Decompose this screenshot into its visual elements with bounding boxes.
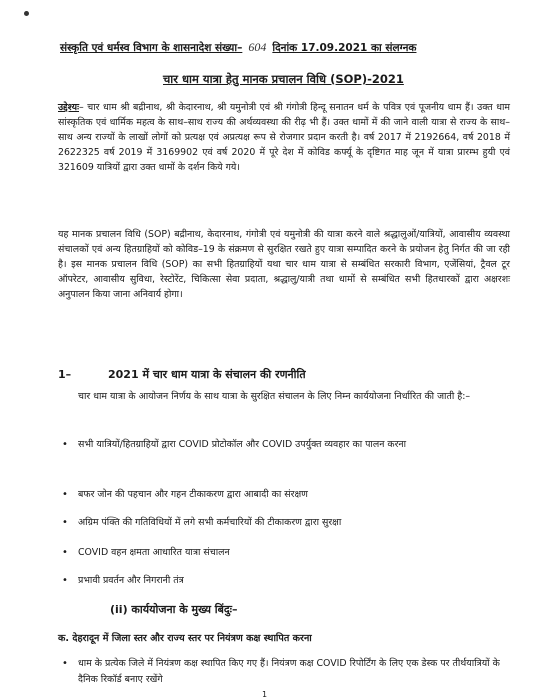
scan-dot xyxy=(24,11,29,16)
list-item-text: अग्रिम पंक्ति की गतिविधियों में लगे सभी कर्मचारियों की टीकाकरण द्वारा सुरक्षा xyxy=(78,517,342,528)
order-header xyxy=(60,40,416,55)
bullet-mark: • xyxy=(62,658,68,669)
header-date: दिनांक 17.09.2021 का संलग्नक xyxy=(272,42,417,54)
bullet-mark: • xyxy=(62,439,68,450)
header-order-number: 604 xyxy=(248,40,267,54)
list-item-text: बफर जोन की पहचान और गहन टीकाकरण द्वारा आबादी का संरक्षण xyxy=(78,489,308,500)
subheading-control-room: क. देहरादून में जिला स्तर और राज्य स्तर पर नियंत्रण कक्ष स्थापित करना xyxy=(58,633,312,644)
section-1-title: 2021 में चार धाम यात्रा के संचालन की रणनीति xyxy=(108,368,306,381)
page-number: 1 xyxy=(262,690,268,699)
document-title: चार धाम यात्रा हेतु मानक प्रचालन विधि (SOP)-2021 xyxy=(163,72,404,86)
list-item xyxy=(62,573,512,589)
list-item xyxy=(62,487,512,503)
list-item xyxy=(62,515,512,531)
bullet-mark: • xyxy=(62,547,68,558)
list-item xyxy=(62,656,512,688)
section-1-intro: चार धाम यात्रा के आयोजन निर्णय के साथ यात्रा के सुरक्षित संचालन के लिए निम्न कार्ययोजना निर्धारित की जाती है:– xyxy=(78,391,471,402)
objective-text: – चार धाम श्री बद्रीनाथ, श्री केदारनाथ, श्री यमुनोत्री एवं श्री गंगोत्री हिन्दू सनातन धर्म के पवित्र एवं पूजनीय धाम हैं। उक्त धाम सांस्कृतिक एवं धार्मिक महत्व के साथ–साथ राज्य की अर्थव्यवस्था की रीढ़ भी हैं। उक्त धामों में की जाने वाली यात्रा से राज्य के साथ–साथ अन्य राज्यों के लाखों लोगों को प्रत्यक्ष एवं अप्रत्यक्ष रूप से रोजगार प्रदान करती है। वर्ष 2017 में 2192664, वर्ष 2018 में 2622325 वर्ष 2019 में 3169902 एवं वर्ष 2020 में पूरे देश में कोविड कर्फ्यू के दृष्टिगत माह जून में यात्रा प्रारम्भ हुयी एवं 321609 यात्रियों द्वारा उक्त धामों के दर्शन किये गये। xyxy=(58,102,510,173)
section-1-heading xyxy=(58,367,306,382)
header-department: संस्कृति एवं धर्मस्व विभाग के शासनादेश संख्या– xyxy=(60,42,243,54)
list-item-text: COVID वहन क्षमता आधारित यात्रा संचालन xyxy=(78,547,230,558)
sop-paragraph: यह मानक प्रचालन विधि (SOP) बद्रीनाथ, केदारनाथ, गंगोत्री एवं यमुनोत्री की यात्रा करने वाले श्रद्धालुओं/यात्रियों, आवासीय व्यवस्था संचालकों एवं अन्य हितग्राहियों को कोविड–19 के संक्रमण से सुरक्षित रखते हुए यात्रा सम्पादित करने के प्रयोजन हेतु निर्गत की जा रही है। इस मानक प्रचालन विधि (SOP) का सभी हितग्राहियों यथा चार धाम यात्रा से सम्बंधित सरकारी विभाग, एजेंसियां, ट्रैवल टूर ऑपरेटर, आवासीय सुविधा, रेस्टोरेंट, चिकित्सा सेवा प्रदाता, श्रद्धालु/यात्री तथा धामों से सम्बंधित सभी हितधारकों द्वारा अक्षरशः अनुपालन किया जाना अनिवार्य होगा। xyxy=(58,229,510,300)
list-item-text: धाम के प्रत्येक जिले में नियंत्रण कक्ष स्थापित किए गए हैं। नियंत्रण कक्ष COVID रिपोर्टिंग के लिए एक डेस्क पर तीर्थयात्रियों के दैनिक रिकॉर्ड बनाए रखेंगे xyxy=(78,658,500,685)
bullet-mark: • xyxy=(62,575,68,586)
objective-label: उद्देश्यः xyxy=(58,102,79,113)
bullet-mark: • xyxy=(62,489,68,500)
list-item-text: प्रभावी प्रवर्तन और निगरानी तंत्र xyxy=(78,575,184,586)
list-item xyxy=(62,545,512,561)
list-item xyxy=(62,437,512,453)
bullet-mark: • xyxy=(62,517,68,528)
list-item-text: सभी यात्रियों/हितग्राहियों द्वारा COVID प्रोटोकॉल और COVID उपर्युक्त व्यवहार का पालन करना xyxy=(78,439,407,450)
section-2-heading: (ii) कार्ययोजना के मुख्य बिंदुः– xyxy=(110,603,238,616)
objective-paragraph xyxy=(58,100,510,175)
section-1-number: 1– xyxy=(58,368,72,381)
